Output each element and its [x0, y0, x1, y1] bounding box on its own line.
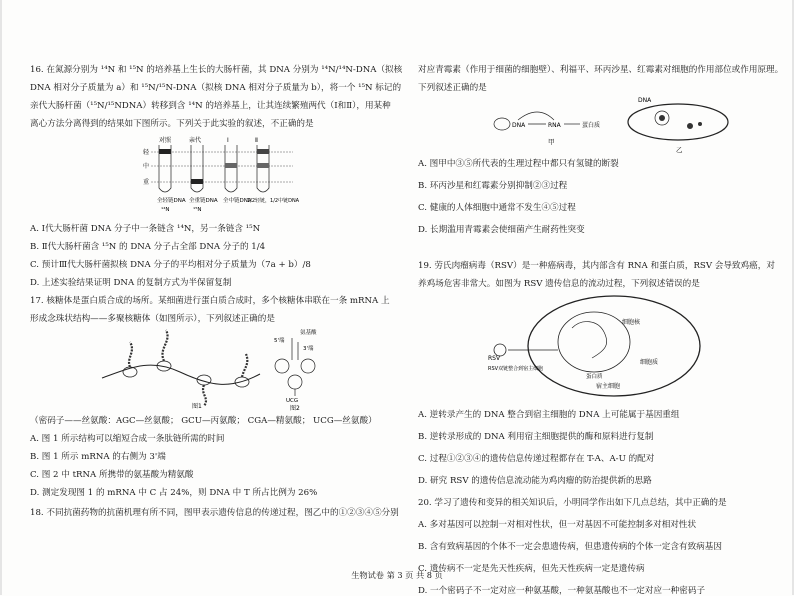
nucleus-outline — [558, 312, 630, 372]
q16-line3: 亲代大肠杆菌（¹⁵N/¹⁵NDNA）转移到含 ¹⁴N 的培养基上，让其连续繁殖两代（Ⅰ和Ⅱ），用某种 — [30, 101, 391, 111]
figure-yi — [618, 94, 738, 154]
q17-codon-table: （密码子——丝氨酸：AGC—丝氨酸； GCU—丙氨酸； CGA—精氨酸； UCG—丝氨酸） — [30, 416, 377, 426]
bottom-label-3: 1/2轻链，1/2中链DNA — [247, 198, 300, 204]
yi-dna-label: DNA — [638, 97, 652, 104]
fig2-caption: 图2 — [290, 405, 300, 412]
trna-3-end: 3'端 — [303, 346, 314, 352]
q16-line1: 16. 在氮源分别为 ¹⁴N 和 ¹⁵N 的培养基上生长的大肠杆菌，其 DNA 分别为 ¹⁴N/¹⁴N-DNA（拟核 — [30, 65, 403, 75]
trna-5-end: 5'端 — [274, 338, 285, 344]
bottom-label-1: 全重链DNA — [189, 198, 218, 204]
tube-header-gen2: Ⅱ — [255, 137, 258, 144]
side-label-middle: 中 — [143, 163, 150, 170]
replication-loop — [494, 118, 510, 130]
q18-option-b: B. 环丙沙星和红霉素分别抑制②③过程 — [418, 181, 568, 191]
q18-option-d: D. 长期滥用青霉素会使细菌产生耐药性突变 — [418, 225, 585, 235]
band-control-light — [159, 149, 171, 154]
q16-option-c: C. 预计Ⅲ代大肠杆菌拟核 DNA 分子的平均相对分子质量为（7a + b）/8 — [30, 260, 311, 270]
q18-option-c: C. 健康的人体细胞中通常不发生④⑤过程 — [418, 203, 576, 213]
q18-line1: 18. 不同抗菌药物的抗菌机理有所不同，图甲表示遗传信息的传递过程，图乙中的①②③④⑤分别 — [30, 508, 399, 518]
q20-option-b: B. 含有致病基因的个体不一定会患遗传病，但患遗传病的个体一定含有致病基因 — [418, 542, 722, 552]
cytoplasm-label: 细胞质 — [640, 359, 659, 366]
q19-option-a: A. 逆转录产生的 DNA 整合到宿主细胞的 DNA 上可能属于基因重组 — [418, 410, 680, 420]
band-gen2-middle — [257, 163, 269, 168]
q20-line1: 20. 学习了遗传和变异的相关知识后，小明同学作出如下几点总结，其中正确的是 — [418, 498, 727, 508]
rsv-integration-label: RSV双链整合到宿主细胞 — [488, 366, 544, 372]
figure-jia — [488, 98, 618, 148]
host-cell-outline — [528, 296, 700, 396]
q17-option-d: D. 测定发现图 1 的 mRNA 中 C 占 24%，则 DNA 中 T 所占比例为 26% — [30, 488, 318, 498]
band-gen2-light — [257, 149, 269, 154]
tube-header-gen1: Ⅰ — [227, 137, 229, 144]
jia-dna-label: DNA — [512, 122, 526, 129]
q17-option-c: C. 图 2 中 tRNA 所携带的氨基酸为精氨酸 — [30, 470, 194, 480]
q17-option-b: B. 图 1 所示 mRNA 的右侧为 3'端 — [30, 452, 166, 462]
protein-label: 蛋白质 — [586, 374, 603, 380]
side-label-heavy: 重 — [143, 179, 150, 186]
bottom-label-0: 全轻链DNA — [157, 198, 186, 204]
q18-line2: 对应青霉素（作用于细菌的细胞壁）、利福平、环丙沙星、红霉素对细胞的作用部位或作用原理。 — [418, 65, 784, 75]
fig1-caption: 图1 — [192, 403, 202, 410]
side-label-light: 轻 — [143, 149, 150, 156]
q16-option-b: B. Ⅱ代大肠杆菌含 ¹⁵N 的 DNA 分子占全部 DNA 分子的 1/4 — [30, 242, 266, 252]
tube-header-parent: 亲代 — [189, 137, 202, 144]
flow-path — [572, 322, 607, 358]
q16-option-d: D. 上述实验结果证明 DNA 的复制方式为半保留复制 — [30, 278, 232, 288]
nucleus-label: 细胞核 — [622, 319, 641, 326]
q19-line1: 19. 劳氏肉瘤病毒（RSV）是一种癌病毒，其内部含有 RNA 和蛋白质，RSV 会导致鸡癌，对 — [418, 261, 775, 271]
sub-label-15n: ¹⁵N — [193, 207, 202, 213]
q18-option-a: A. 图甲中③⑤所代表的生理过程中都只有氢键的断裂 — [418, 159, 619, 169]
rsv-flow-figure — [486, 288, 706, 400]
amino-acid-label: 氨基酸 — [300, 330, 317, 336]
q17-line2: 形成念珠状结构——多聚核糖体（如图所示），下列叙述正确的是 — [30, 314, 275, 324]
tube-header-control: 对照 — [159, 137, 172, 144]
page-footer: 生物试卷 第 3 页 共 8 页 — [351, 570, 443, 580]
sub-label-14n: ¹⁴N — [161, 207, 170, 213]
q19-option-d: D. 研究 RSV 的遗传信息流动能为鸡肉瘤的防治提供新的思路 — [418, 476, 652, 486]
ribosome-dot — [687, 123, 693, 129]
q19-option-b: B. 逆转录形成的 DNA 利用宿主细胞提供的酶和原料进行复制 — [418, 432, 654, 442]
reverse-arrow-top — [518, 112, 554, 120]
q20-option-a: A. 多对基因可以控制一对相对性状，但一对基因不可能控制多对相对性状 — [418, 520, 697, 530]
q20-option-c: C. 遗传病不一定是先天性疾病，但先天性疾病一定是遗传病 — [418, 564, 645, 574]
bottom-label-2: 全中链DNA — [223, 198, 252, 204]
rsv-label: RSV — [488, 355, 501, 362]
polysome-figure — [100, 328, 330, 410]
bacterium-cell — [628, 104, 728, 140]
scan-edge-left — [0, 0, 2, 595]
yi-caption: 乙 — [676, 146, 683, 154]
peptide-chain-2 — [162, 330, 167, 361]
jia-protein-label: 蛋白质 — [582, 122, 601, 129]
peptide-chain-3 — [203, 385, 206, 406]
target-4 — [659, 115, 665, 121]
jia-rna-label: RNA — [548, 122, 561, 129]
centrifuge-tubes-figure — [143, 134, 300, 216]
host-cell-label: 宿主细胞 — [596, 383, 621, 390]
band-gen1-middle — [225, 163, 237, 168]
jia-caption: 甲 — [548, 138, 555, 146]
q20-option-d: D. 一个密码子不一定对应一种氨基酸，一种氨基酸也不一定对应一种密码子 — [418, 586, 706, 596]
band-parent-heavy — [191, 179, 203, 184]
q19-line2: 养鸡场危害非常大。如图为 RSV 遗传信息的流动过程，下列叙述错误的是 — [418, 279, 700, 289]
peptide-chain-1 — [129, 342, 132, 367]
q16-line4: 离心方法分离得到的结果如下图所示。下列关于此实验的叙述，不正确的是 — [30, 119, 314, 129]
q17-line1: 17. 核糖体是蛋白质合成的场所。某细菌进行蛋白质合成时，多个核糖体串联在一条 mRNA 上 — [30, 296, 390, 306]
anticodon-label: UCG — [286, 398, 299, 404]
peptide-chain-4 — [242, 354, 247, 377]
q17-option-a: A. 图 1 所示结构可以缩短合成一条肽链所需的时间 — [30, 434, 225, 444]
q19-option-c: C. 过程①②③④的遗传信息传递过程都存在 T-A、A-U 的配对 — [418, 454, 655, 464]
q18-line3: 下列叙述正确的是 — [418, 83, 487, 93]
ribosome-dot-2 — [698, 122, 702, 126]
q16-option-a: A. Ⅰ代大肠杆菌 DNA 分子中一条链含 ¹⁴N，另一条链含 ¹⁵N — [30, 224, 261, 234]
q16-line2: DNA 相对分子质量为 a）和 ¹⁵N/¹⁵N-DNA（拟核 DNA 相对分子质量为 b），将一个 ¹⁵N 标记的 — [30, 83, 402, 93]
